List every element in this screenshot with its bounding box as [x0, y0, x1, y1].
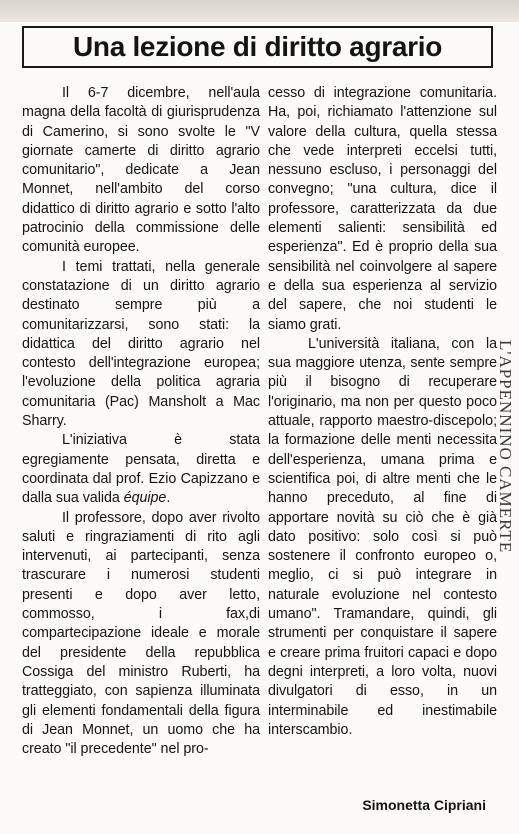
paragraph-2: I temi trattati, nella generale constatazione di un diritto agrario destinato sempre più a comunitarizzarsi, sono stati: la didattica del diritto agrario nel contesto dell'integrazione europea; l'evoluzione della politica agraria comunitaria (Pac) Mansholt a Mac Sharry.	[22, 258, 260, 430]
paragraph-6: L'università italiana, con la sua maggiore utenza, sente sempre più il bisogno di recuperare l'originario, ma non per questo poco attuale, rapporto maestro-discepolo; la formazione delle menti necessita dell'esperienza, umana prima e scientifica poi, di altre menti che le hanno preceduto, al fine di apportare novità su ciò che è già dato positivo: solo così si può sostenere il confronto europeo o, meglio, ci si può integrare in naturale evoluzione nel contesto umano". Tramandare, quindi, gli strumenti per conquistare il sapere e creare prima fruitori capaci e dopo degni interpreti, a loro volta, nuovi divulgatori di esso, in un interminabile ed inestimabile interscambio.	[268, 335, 497, 738]
left-column	[22, 84, 260, 759]
paragraph-3: L'iniziativa è stata egregiamente pensata, diretta e coordinata dal prof. Ezio Capizzano e dalla sua valida équipe.	[22, 432, 260, 507]
paragraph-4: Il professore, dopo aver rivolto saluti e ringraziamenti di rito agli intervenuti, ai partecipanti, senza trascurare i numerosi studenti presenti e dopo aver letto, commosso, i fax,di compartecipazione ideale e morale del presidente della repubblica Cossiga del ministro Ruberti, ha tratteggiato, con sapienza illuminata gli elementi fondamentali della figura di Jean Monnet, un uomo che ha creato "il precedente" nel pro-	[22, 509, 260, 758]
equipe-word: équipe	[123, 490, 167, 507]
article-title: Una lezione di diritto agrario	[72, 31, 443, 62]
paragraph-3-text: L'iniziativa è stata egregiamente pensata, diretta e coordinata dal prof. Ezio Capizzano e dalla sua valida	[22, 432, 260, 507]
side-stamp	[493, 340, 519, 820]
page-top-margin	[0, 0, 519, 22]
headline-frame	[22, 26, 493, 68]
right-column	[268, 84, 497, 740]
side-stamp-text: L'APPENNINO CAMERTE	[496, 340, 515, 554]
paragraph-1: Il 6-7 dicembre, nell'aula magna della facoltà di giurisprudenza di Camerino, si sono svolte le "V giornate camerte di diritto agrario comunitario", dedicate a Jean Monnet, nell'ambito del corso didattico di diritto agrario e sotto l'alto patrocinio della commissione delle comunità europee.	[22, 85, 260, 256]
author-signature: Simonetta Cipriani	[362, 797, 486, 813]
paragraph-5: cesso di integrazione comunitaria. Ha, poi, richiamato l'attenzione sul valore della cultura, quella stessa che vede interpreti eccelsi tutti, nessuno escluso, i personaggi del convegno; "una cultura, dice il professore, caratterizzata da due elementi salienti: sensibilità ed esperienza". Ed è proprio della sua sensibilità nel coinvolgere al sapere e della sua esperienza al servizio del sapere, che noi studenti le siamo grati.	[268, 85, 497, 333]
